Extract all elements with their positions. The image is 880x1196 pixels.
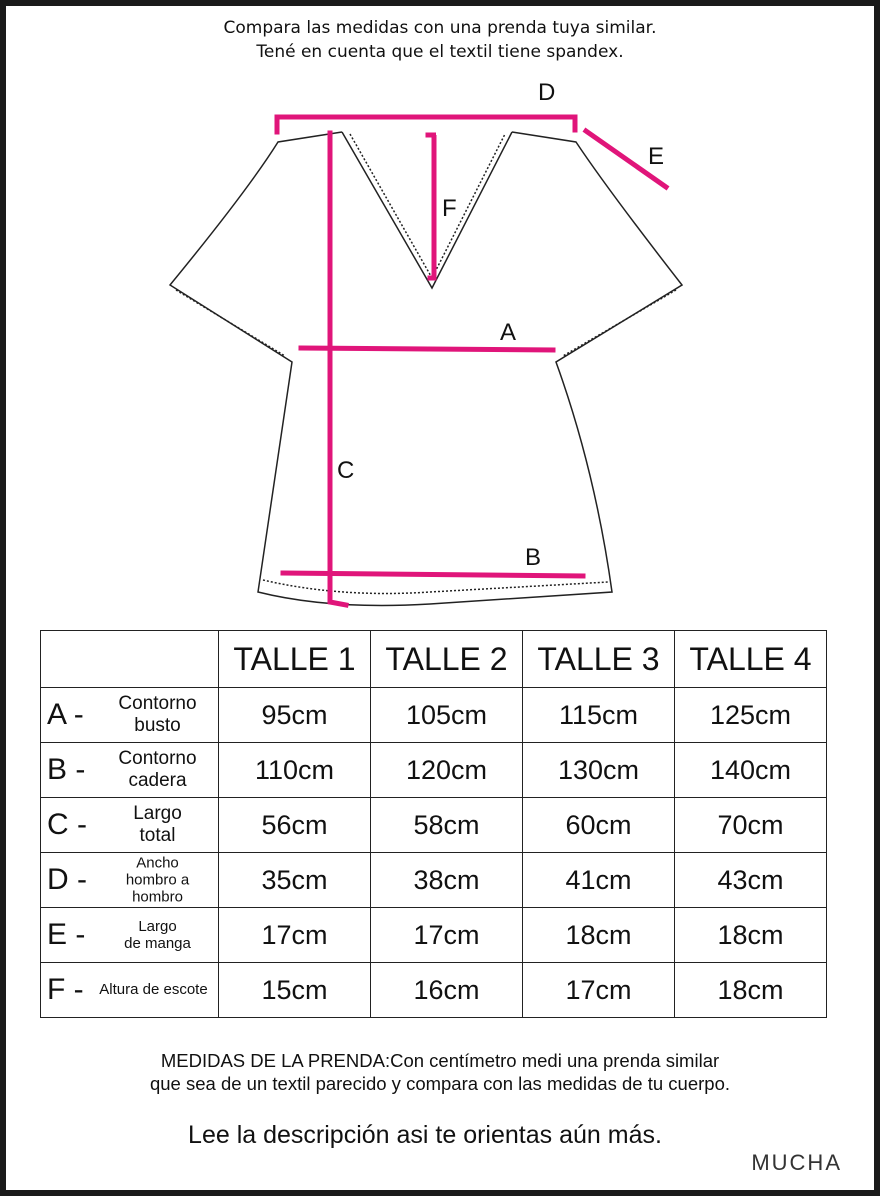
table-row [41, 798, 827, 853]
measure-b-line [283, 573, 583, 576]
row-label [41, 963, 219, 1018]
row-description: Contorno busto [118, 693, 197, 736]
table-cell: 130cm [523, 743, 675, 798]
footer-note: Lee la descripción asi te orientas aún más. [188, 1121, 662, 1149]
table-row [41, 908, 827, 963]
row-description: Largo de manga [124, 918, 191, 952]
row-description: Altura de escote [99, 981, 208, 998]
table-cell: 43cm [675, 853, 827, 908]
table-cell: 70cm [675, 798, 827, 853]
row-letter: E - [47, 918, 86, 951]
table-cell: 41cm [523, 853, 675, 908]
table-cell: 115cm [523, 688, 675, 743]
row-description: Ancho hombro a hombro [125, 854, 190, 906]
table-cell: 17cm [523, 963, 675, 1018]
table-cell: 15cm [219, 963, 371, 1018]
row-letter: A - [47, 698, 84, 731]
header-talle-2: TALLE 2 [371, 631, 523, 688]
row-label [41, 743, 219, 798]
table-cell: 120cm [371, 743, 523, 798]
table-cell: 38cm [371, 853, 523, 908]
table-cell: 56cm [219, 798, 371, 853]
table-cell: 95cm [219, 688, 371, 743]
table-row [41, 963, 827, 1018]
row-label [41, 688, 219, 743]
row-label [41, 798, 219, 853]
label-b: B [525, 544, 542, 571]
label-a: A [500, 319, 517, 346]
table-cell: 105cm [371, 688, 523, 743]
table-row [41, 743, 827, 798]
size-table [40, 630, 827, 1018]
intro-line-2: Tené en cuenta que el textil tiene spandex. [256, 42, 624, 62]
header-talle-3: TALLE 3 [523, 631, 675, 688]
label-d: D [538, 79, 556, 106]
intro-line-1: Compara las medidas con una prenda tuya similar. [223, 18, 657, 38]
row-letter: F - [47, 973, 84, 1006]
table-cell: 17cm [219, 908, 371, 963]
table-cell: 16cm [371, 963, 523, 1018]
table-cell: 18cm [523, 908, 675, 963]
table-cell: 35cm [219, 853, 371, 908]
measure-c-line [330, 133, 346, 605]
brand-logo: MUCHA [751, 1150, 842, 1175]
table-cell: 110cm [219, 743, 371, 798]
table-cell: 18cm [675, 908, 827, 963]
header-talle-4: TALLE 4 [675, 631, 827, 688]
label-e: E [648, 143, 665, 170]
table-cell: 17cm [371, 908, 523, 963]
row-letter: D - [47, 863, 87, 896]
row-description: Largo total [133, 803, 182, 846]
measure-f-line [428, 135, 436, 278]
table-cell: 58cm [371, 798, 523, 853]
row-label [41, 908, 219, 963]
measure-d-line [277, 117, 575, 132]
measure-a-line [301, 348, 553, 350]
row-description: Contorno cadera [118, 748, 197, 791]
size-table-header [41, 631, 827, 688]
label-f: F [442, 195, 457, 222]
row-letter: B - [47, 753, 86, 786]
table-cell: 18cm [675, 963, 827, 1018]
measurement-lines [277, 117, 666, 605]
tshirt-outline [170, 132, 682, 606]
table-cell: 60cm [523, 798, 675, 853]
header-talle-1: TALLE 1 [219, 631, 371, 688]
table-cell: 125cm [675, 688, 827, 743]
table-row [41, 853, 827, 908]
footer-line-1: MEDIDAS DE LA PRENDA:Con centímetro medi una prenda similar [160, 1050, 720, 1071]
row-letter: C - [47, 808, 87, 841]
table-row [41, 688, 827, 743]
header-corner [41, 631, 219, 688]
row-label [41, 853, 219, 908]
footer-line-2: que sea de un textil parecido y compara con las medidas de tu cuerpo. [149, 1073, 730, 1094]
table-cell: 140cm [675, 743, 827, 798]
label-c: C [337, 457, 355, 484]
